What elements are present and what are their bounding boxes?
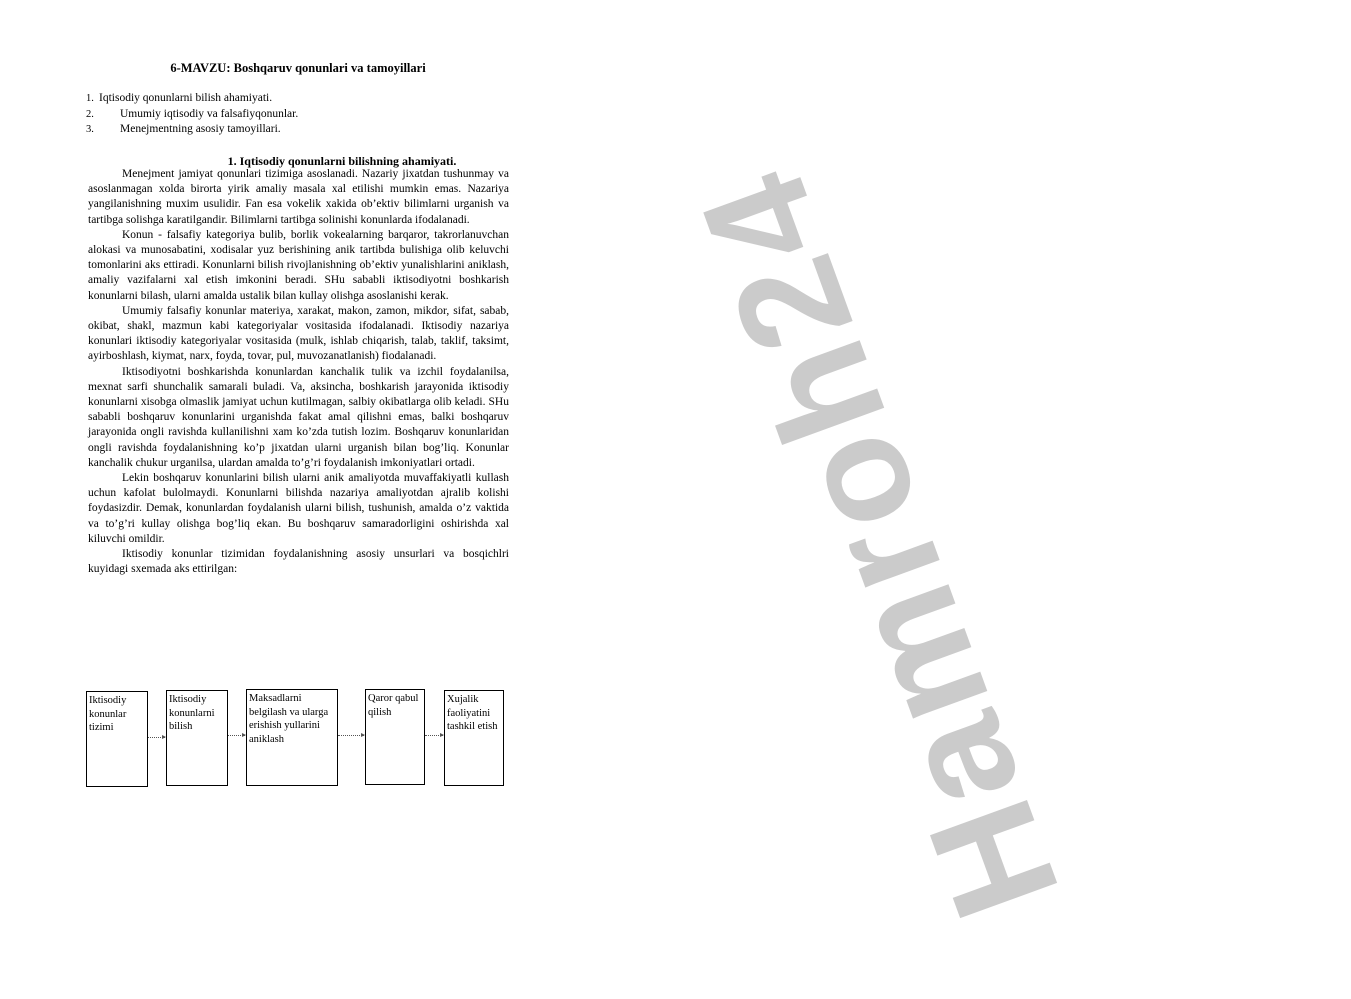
paragraph: Menejment jamiyat qonunlari tizimiga asoslanadi. Nazariy jixatdan tushunmay va asoslanmagan xolda birorta yirik amaliy masala xal etilishi mumkin emas. Nazariya yangilanishning muxim usulidir. Fan esa vokelik xakida ob’ektiv bilimlarni urganish va tartibga solishga karatilgandir. Bilimlarni tartibga solinishi konunlarda ifodalanadi. — [88, 168, 509, 226]
watermark: Hamroh24 — [665, 146, 1091, 939]
paragraph: Konun - falsafiy kategoriya bulib, borlik vokealarning barqaror, takrorlanuvchan alokasi va munosabatini, xodisalar yuz berishining anik tartibda bulishiga olib keluvchi tomonlarini aks ettiradi. Konunlarni bilish rivojlanishning ob’ektiv yunalishlarini aniklash, amaliy vazifalarni xal etish imkonini beradi. SHu sababli iktisodiyotni boshkarish konunlarni bilash, ularni amalda ustalik bilan kullay olishga asoslanishi kerak. — [88, 228, 509, 302]
paragraph: Umumiy falsafiy konunlar materiya, xarakat, makon, zamon, mikdor, sifat, sabab, okibat, shakl, mazmun kabi kategoriyalar vositasida ifodalanadi. Iktisodiy nazariya konunlari iktisodiy kategoriyalar vositasida (mulk, ishlab chiqarish, talab, taklif, taksimt, ayirboshlash, kiymat, narx, foyda, tovar, pul, muvozanatlanish) fiodalanadi. — [88, 304, 509, 363]
body-text — [88, 167, 509, 577]
outline-number: 2. — [86, 108, 94, 120]
outline-item — [86, 91, 298, 107]
diagram-box: Maksadlarni belgilash va ularga erishish yullarini aniklash — [246, 689, 338, 786]
outline-text: Iqtisodiy qonunlarni bilish ahamiyati. — [99, 92, 273, 104]
outline-number: 3. — [86, 124, 94, 135]
arrow-icon — [148, 737, 165, 738]
diagram-box: Iktisodiy konunlar tizimi — [86, 691, 148, 787]
paragraph: Iktisodiyotni boshkarishda konunlardan kanchalik tulik va izchil foydalanilsa, mexnat sarfi shunchalik samarali buladi. Va, aksincha, boshkarish jarayonida iktisodiy konunlarni xisobga olmaslik jamiyat uchun kutilmagan, salbiy okibatlarga olib keladi. SHu sababli boshqaruv konunlarini urganishda fakat amal qilishni emas, balki boshqaruv jarayonida ongli ravishda kullanilishni xam ko’zda tutish lozim. Boshqaruv konunlaridan ongli ravishda foydalanishning ko’p jixatdan ularni urganish bilan bog’liq. Konunlar kanchalik chukur urganilsa, ulardan amalda to’g’ri foydalanish imkoniyatlari ortadi. — [88, 365, 509, 469]
outline-item — [86, 107, 298, 123]
page-title: 6-MAVZU: Boshqaruv qonunlari va tamoyillari — [170, 61, 426, 75]
outline-item — [86, 122, 298, 138]
topic-outline — [86, 91, 298, 138]
paragraph: Lekin boshqaruv konunlarini bilish ularni anik amaliyotda muvaffakiyatli kullash uchun kafolat bulolmaydi. Konunlarni bilishda nazariya amaliyotdan ajralib kolishi foydasizdir. Demak, konunlardan foydalanish ularni bilish, tushunish, amalda o’z vaktida va to’g’ri kullay olishga bog’liq ekan. Bu boshqaruv samaradorligini oshirishda xal kiluvchi omildir. — [88, 472, 509, 545]
outline-number: 1. — [86, 93, 94, 104]
arrow-icon — [338, 735, 364, 736]
diagram-box: Qaror qabul qilish — [365, 689, 425, 785]
outline-text: Menejmentning asosiy tamoyillari. — [120, 123, 281, 135]
section-heading: 1. Iqtisodiy qonunlarni bilishning ahamiyati. — [227, 154, 457, 168]
outline-text: Umumiy iqtisodiy va falsafiyqonunlar. — [120, 107, 299, 120]
diagram-box: Iktisodiy konunlarni bilish — [166, 690, 228, 786]
arrow-icon — [228, 735, 245, 736]
diagram-box: Xujalik faoliyatini tashkil etish — [444, 690, 504, 786]
arrow-icon — [425, 735, 443, 736]
paragraph: Iktisodiy konunlar tizimidan foydalanishning asosiy unsurlari va bosqichlri kuyidagi sxemada aks ettirilgan: — [88, 548, 509, 576]
